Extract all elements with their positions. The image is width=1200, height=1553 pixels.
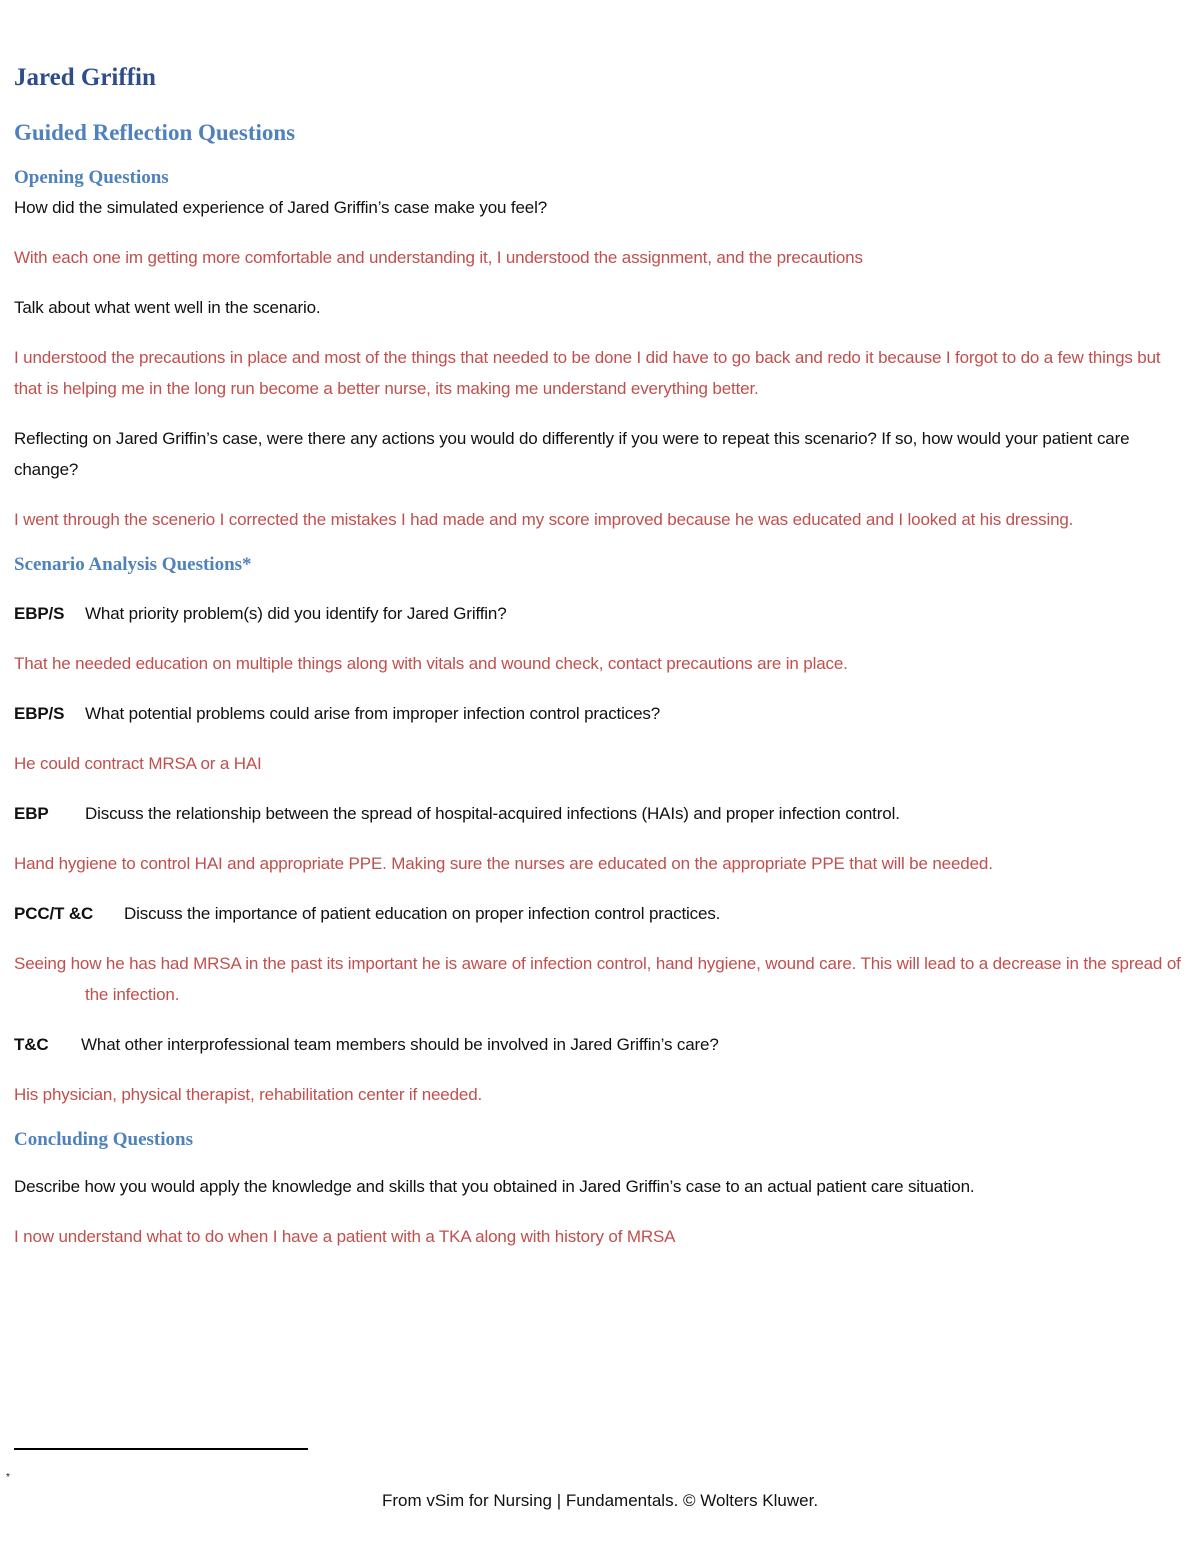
analysis-question-text: Discuss the importance of patient education on proper infection control practices. [124, 904, 721, 923]
analysis-answer-4: Seeing how he has had MRSA in the past its important he is aware of infection control, hand hygiene, wound care. This will lead to a decrease in the spread of the infection. [14, 954, 1181, 1004]
opening-question-3: Reflecting on Jared Griffin’s case, were there any actions you would do differently if you were to repeat this scenario? If so, how would your patient care change? [14, 429, 1130, 479]
scenario-analysis-heading: Scenario Analysis Questions* [14, 554, 252, 575]
analysis-answer-2: He could contract MRSA or a HAI [14, 754, 262, 773]
concluding-answer-1: I now understand what to do when I have a patient with a TKA along with history of MRSA [14, 1227, 676, 1246]
document-title: Jared Griffin [14, 64, 156, 91]
analysis-answer-5: His physician, physical therapist, rehabilitation center if needed. [14, 1085, 483, 1104]
analysis-question-3 [14, 798, 1186, 829]
opening-question-1: How did the simulated experience of Jared Griffin’s case make you feel? [14, 198, 548, 217]
analysis-question-2 [14, 698, 1186, 729]
document-page [14, 60, 1186, 1252]
footnote-separator [14, 1448, 308, 1450]
opening-answer-1: With each one im getting more comfortable and understanding it, I understood the assignment, and the precautions [14, 248, 863, 267]
opening-answer-3: I went through the scenerio I corrected the mistakes I had made and my score improved because he was educated and I looked at his dressing. [14, 510, 1074, 529]
competency-tag: PCC/T &C [14, 904, 94, 923]
analysis-answer-1: That he needed education on multiple things along with vitals and wound check, contact precautions are in place. [14, 654, 848, 673]
analysis-answer-3: Hand hygiene to control HAI and appropriate PPE. Making sure the nurses are educated on the appropriate PPE that will be needed. [14, 854, 993, 873]
competency-tag: EBP/S [14, 704, 65, 723]
analysis-question-text: What other interprofessional team members should be involved in Jared Griffin’s care? [81, 1035, 719, 1054]
opening-question-2: Talk about what went well in the scenario. [14, 298, 321, 317]
competency-tag: T&C [14, 1035, 49, 1054]
page-footer: From vSim for Nursing | Fundamentals. © Wolters Kluwer. [381, 1491, 819, 1510]
competency-tag: EBP [14, 804, 49, 823]
competency-tag: EBP/S [14, 604, 65, 623]
concluding-question-1: Describe how you would apply the knowledge and skills that you obtained in Jared Griffin’s case to an actual patient care situation. [14, 1177, 975, 1196]
analysis-question-4 [14, 898, 1186, 929]
footnote-mark: * [6, 1472, 10, 1483]
opening-questions-heading: Opening Questions [14, 167, 169, 188]
analysis-question-text: Discuss the relationship between the spread of hospital-acquired infections (HAIs) and proper infection control. [85, 804, 900, 823]
concluding-questions-heading: Concluding Questions [14, 1129, 193, 1150]
analysis-question-5 [14, 1029, 1186, 1060]
analysis-question-text: What priority problem(s) did you identify for Jared Griffin? [85, 604, 507, 623]
analysis-question-text: What potential problems could arise from improper infection control practices? [85, 704, 661, 723]
opening-answer-2: I understood the precautions in place and most of the things that needed to be done I did have to go back and redo it because I forgot to do a few things but that is helping me in the long run become a better nurse, its making me understand everything better. [14, 348, 1161, 398]
document-subtitle: Guided Reflection Questions [14, 120, 296, 145]
analysis-question-1 [14, 598, 1186, 629]
